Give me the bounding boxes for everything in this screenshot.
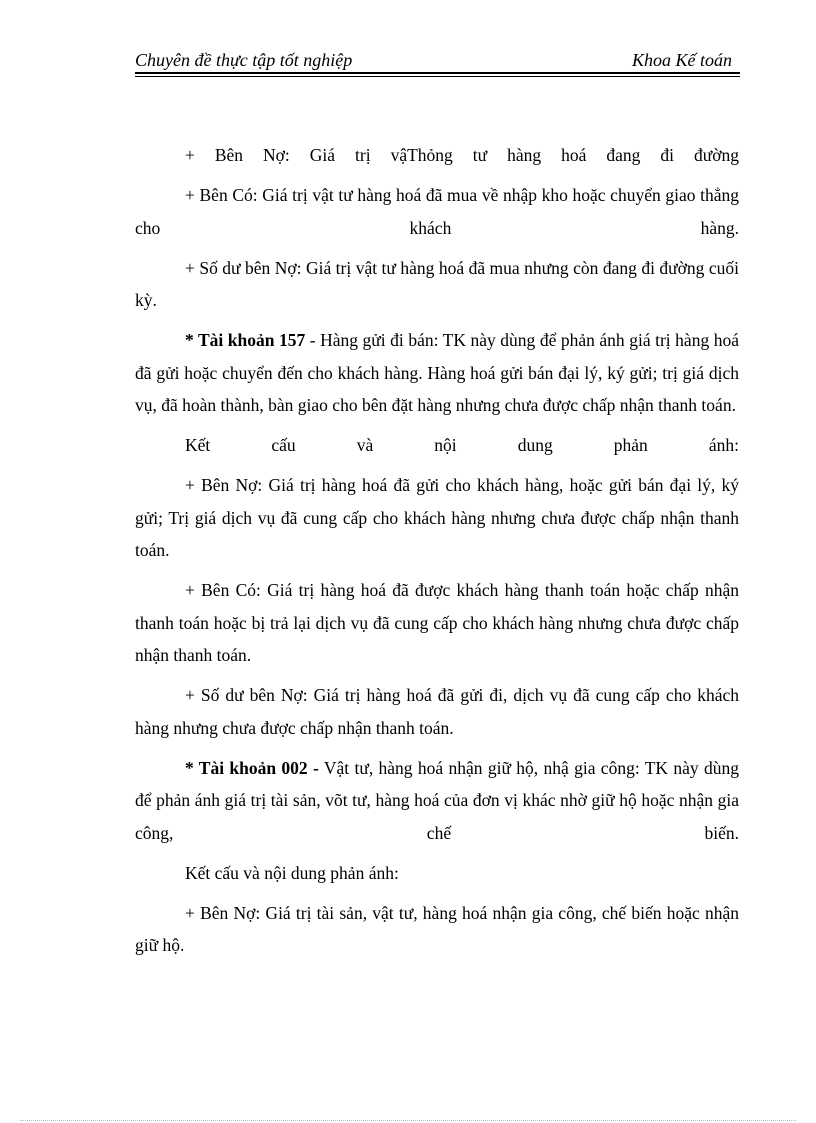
body-text	[135, 139, 739, 969]
header-document-title: Chuyên đề thực tập tốt nghiệp	[135, 50, 353, 70]
paragraph-tai-khoan-157: * Tài khoản 157 - Hàng gửi đi bán: TK này dùng để phản ánh giá trị hàng hoá đã gửi hoặc chuyển đến cho khách hàng. Hàng hoá gửi bán đại lý, ký gửi; trị giá dịch vụ, đã hoàn thành, bàn giao cho bên đặt hàng nhưng chưa được chấp nhận thanh toán.	[135, 330, 739, 415]
paragraph-ben-co-hang-di-duong: + Bên Có: Giá trị vật tư hàng hoá đã mua về nhập kho hoặc chuyển giao thẳng cho khách hàng.	[135, 185, 739, 238]
page-header	[135, 48, 740, 72]
paragraph-so-du-hang-di-duong: + Số dư bên Nợ: Giá trị vật tư hàng hoá đã mua nhưng còn đang đi đường cuối kỳ.	[135, 257, 739, 310]
account-157-label: * Tài khoản 157	[185, 330, 306, 350]
paragraph-ben-co-157: + Bên Có: Giá trị hàng hoá đã được khách hàng thanh toán hoặc chấp nhận thanh toán hoặc bị trả lại dịch vụ đã cung cấp cho khách hàng nhưng chưa được chấp nhận thanh toán.	[135, 580, 739, 665]
account-002-label: * Tài khoản 002 -	[185, 757, 319, 778]
paragraph-ket-cau-002: Kết cấu và nội dung phản ánh:	[185, 862, 399, 883]
paragraph-ben-no-157: + Bên Nợ: Giá trị hàng hoá đã gửi cho khách hàng, hoặc gửi bán đại lý, ký gửi; Trị giá dịch vụ đã cung cấp cho khách hàng nhưng chưa được chấp nhận thanh toán.	[135, 475, 739, 560]
header-rule-thick	[135, 72, 740, 74]
footer-dotted-rule	[20, 1120, 796, 1121]
paragraph-tai-khoan-002: * Tài khoản 002 - Vật tư, hàng hoá nhận giữ hộ, nhậ gia công: TK này dùng để phản ánh giá trị tài sản, võt tư, hàng hoá của đơn vị khác nhờ giữ hộ hoặc nhận gia công, chế biến.	[135, 757, 739, 843]
paragraph-ket-cau-157: Kết cấu và nội dung phản ánh:	[185, 435, 739, 455]
header-rule-thin	[135, 76, 740, 77]
paragraph-ben-no-002: + Bên Nợ: Giá trị tài sản, vật tư, hàng hoá nhận gia công, chế biến hoặc nhận giữ hộ.	[135, 902, 739, 955]
header-department: Khoa Kế toán	[631, 50, 732, 70]
paragraph-so-du-157: + Số dư bên Nợ: Giá trị hàng hoá đã gửi đi, dịch vụ đã cung cấp cho khách hàng nhưng chưa được chấp nhận thanh toán.	[135, 685, 739, 738]
paragraph-ben-no-hang-di-duong: + Bên Nợ: Giá trị vậThỏng tư hàng hoá đang đi đường	[185, 145, 739, 165]
